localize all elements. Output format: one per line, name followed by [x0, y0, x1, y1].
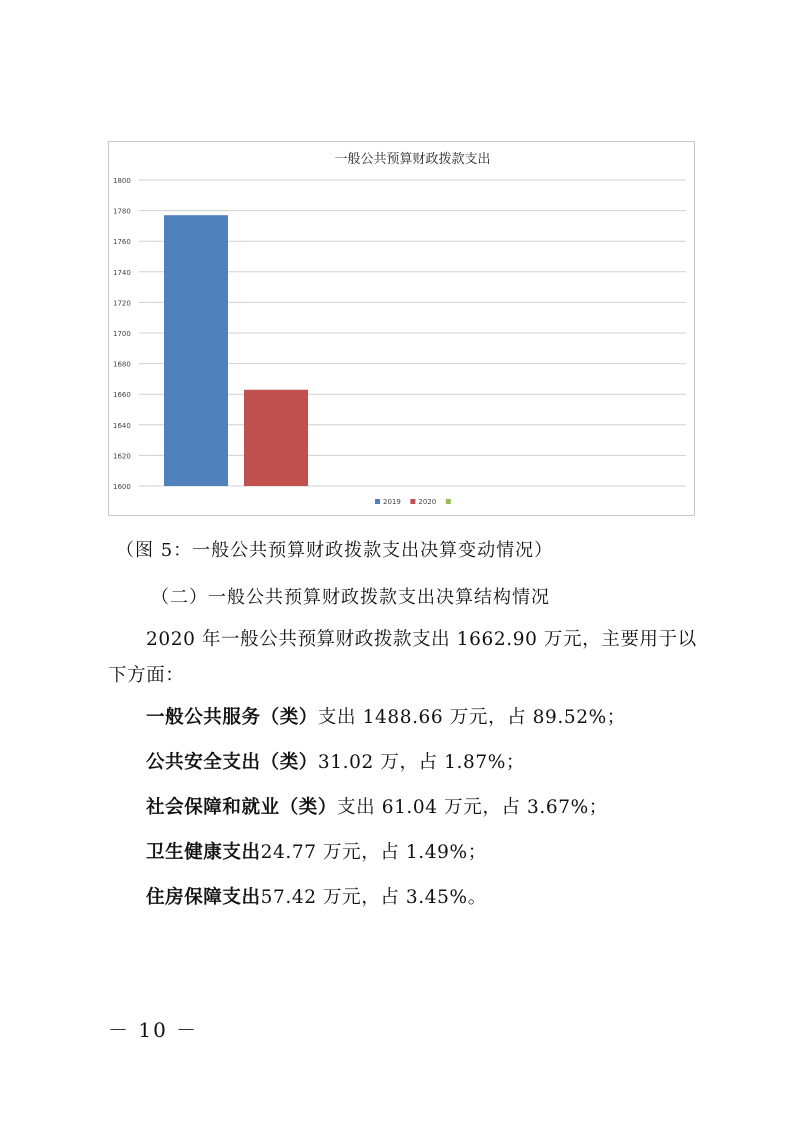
item-text: 24.77 万元，占 1.49%；: [260, 842, 487, 863]
item-text: 57.42 万元，占 3.45%。: [260, 887, 487, 908]
y-tick-label: 1800: [113, 177, 131, 185]
item-general-public-services: [146, 695, 626, 740]
bar-2019: [164, 215, 228, 486]
page-number: － 10 －: [108, 1018, 199, 1042]
chart-svg: [109, 142, 696, 517]
intro-paragraph: 2020 年一般公共预算财政拨款支出 1662.90 万元，主要用于以下方面：: [108, 629, 697, 686]
chart-title: 一般公共预算财政拨款支出: [334, 152, 491, 167]
item-label: 社会保障和就业（类）: [146, 797, 338, 818]
legend-label: 2019: [383, 498, 401, 506]
legend-label: 2020: [418, 498, 437, 506]
y-tick-label: 1640: [113, 421, 131, 430]
section-heading: （二）一般公共预算财政拨款支出决算结构情况: [151, 587, 550, 608]
legend-swatch: [410, 499, 415, 504]
expenditure-items: [146, 695, 626, 920]
y-tick-label: 1600: [113, 483, 131, 491]
item-text: 支出 61.04 万元，占 3.67%；: [337, 797, 608, 818]
y-tick-label: 1680: [113, 360, 131, 369]
bar-2020: [244, 390, 308, 486]
legend-swatch: [446, 499, 451, 504]
item-housing: [146, 875, 626, 920]
y-tick-label: 1740: [113, 268, 131, 277]
legend-swatch: [375, 499, 380, 504]
expenditure-chart: [108, 141, 695, 516]
item-label: 卫生健康支出: [146, 842, 261, 863]
y-tick-label: 1700: [113, 330, 131, 338]
y-tick-label: 1620: [113, 452, 131, 461]
item-label: 住房保障支出: [146, 887, 261, 908]
item-health: [146, 830, 626, 875]
y-tick-label: 1660: [113, 391, 131, 400]
y-tick-label: 1780: [113, 207, 131, 216]
y-tick-label: 1720: [113, 299, 131, 308]
item-text: 支出 1488.66 万元，占 89.52%；: [317, 707, 626, 728]
figure-caption: （图 5：一般公共预算财政拨款支出决算变动情况）: [116, 540, 554, 561]
item-public-security: [146, 740, 626, 785]
item-social-security: [146, 785, 626, 830]
item-label: 一般公共服务（类）: [146, 707, 318, 728]
item-text: 31.02 万，占 1.87%；: [317, 752, 525, 773]
y-tick-label: 1760: [113, 238, 131, 247]
item-label: 公共安全支出（类）: [146, 752, 318, 773]
